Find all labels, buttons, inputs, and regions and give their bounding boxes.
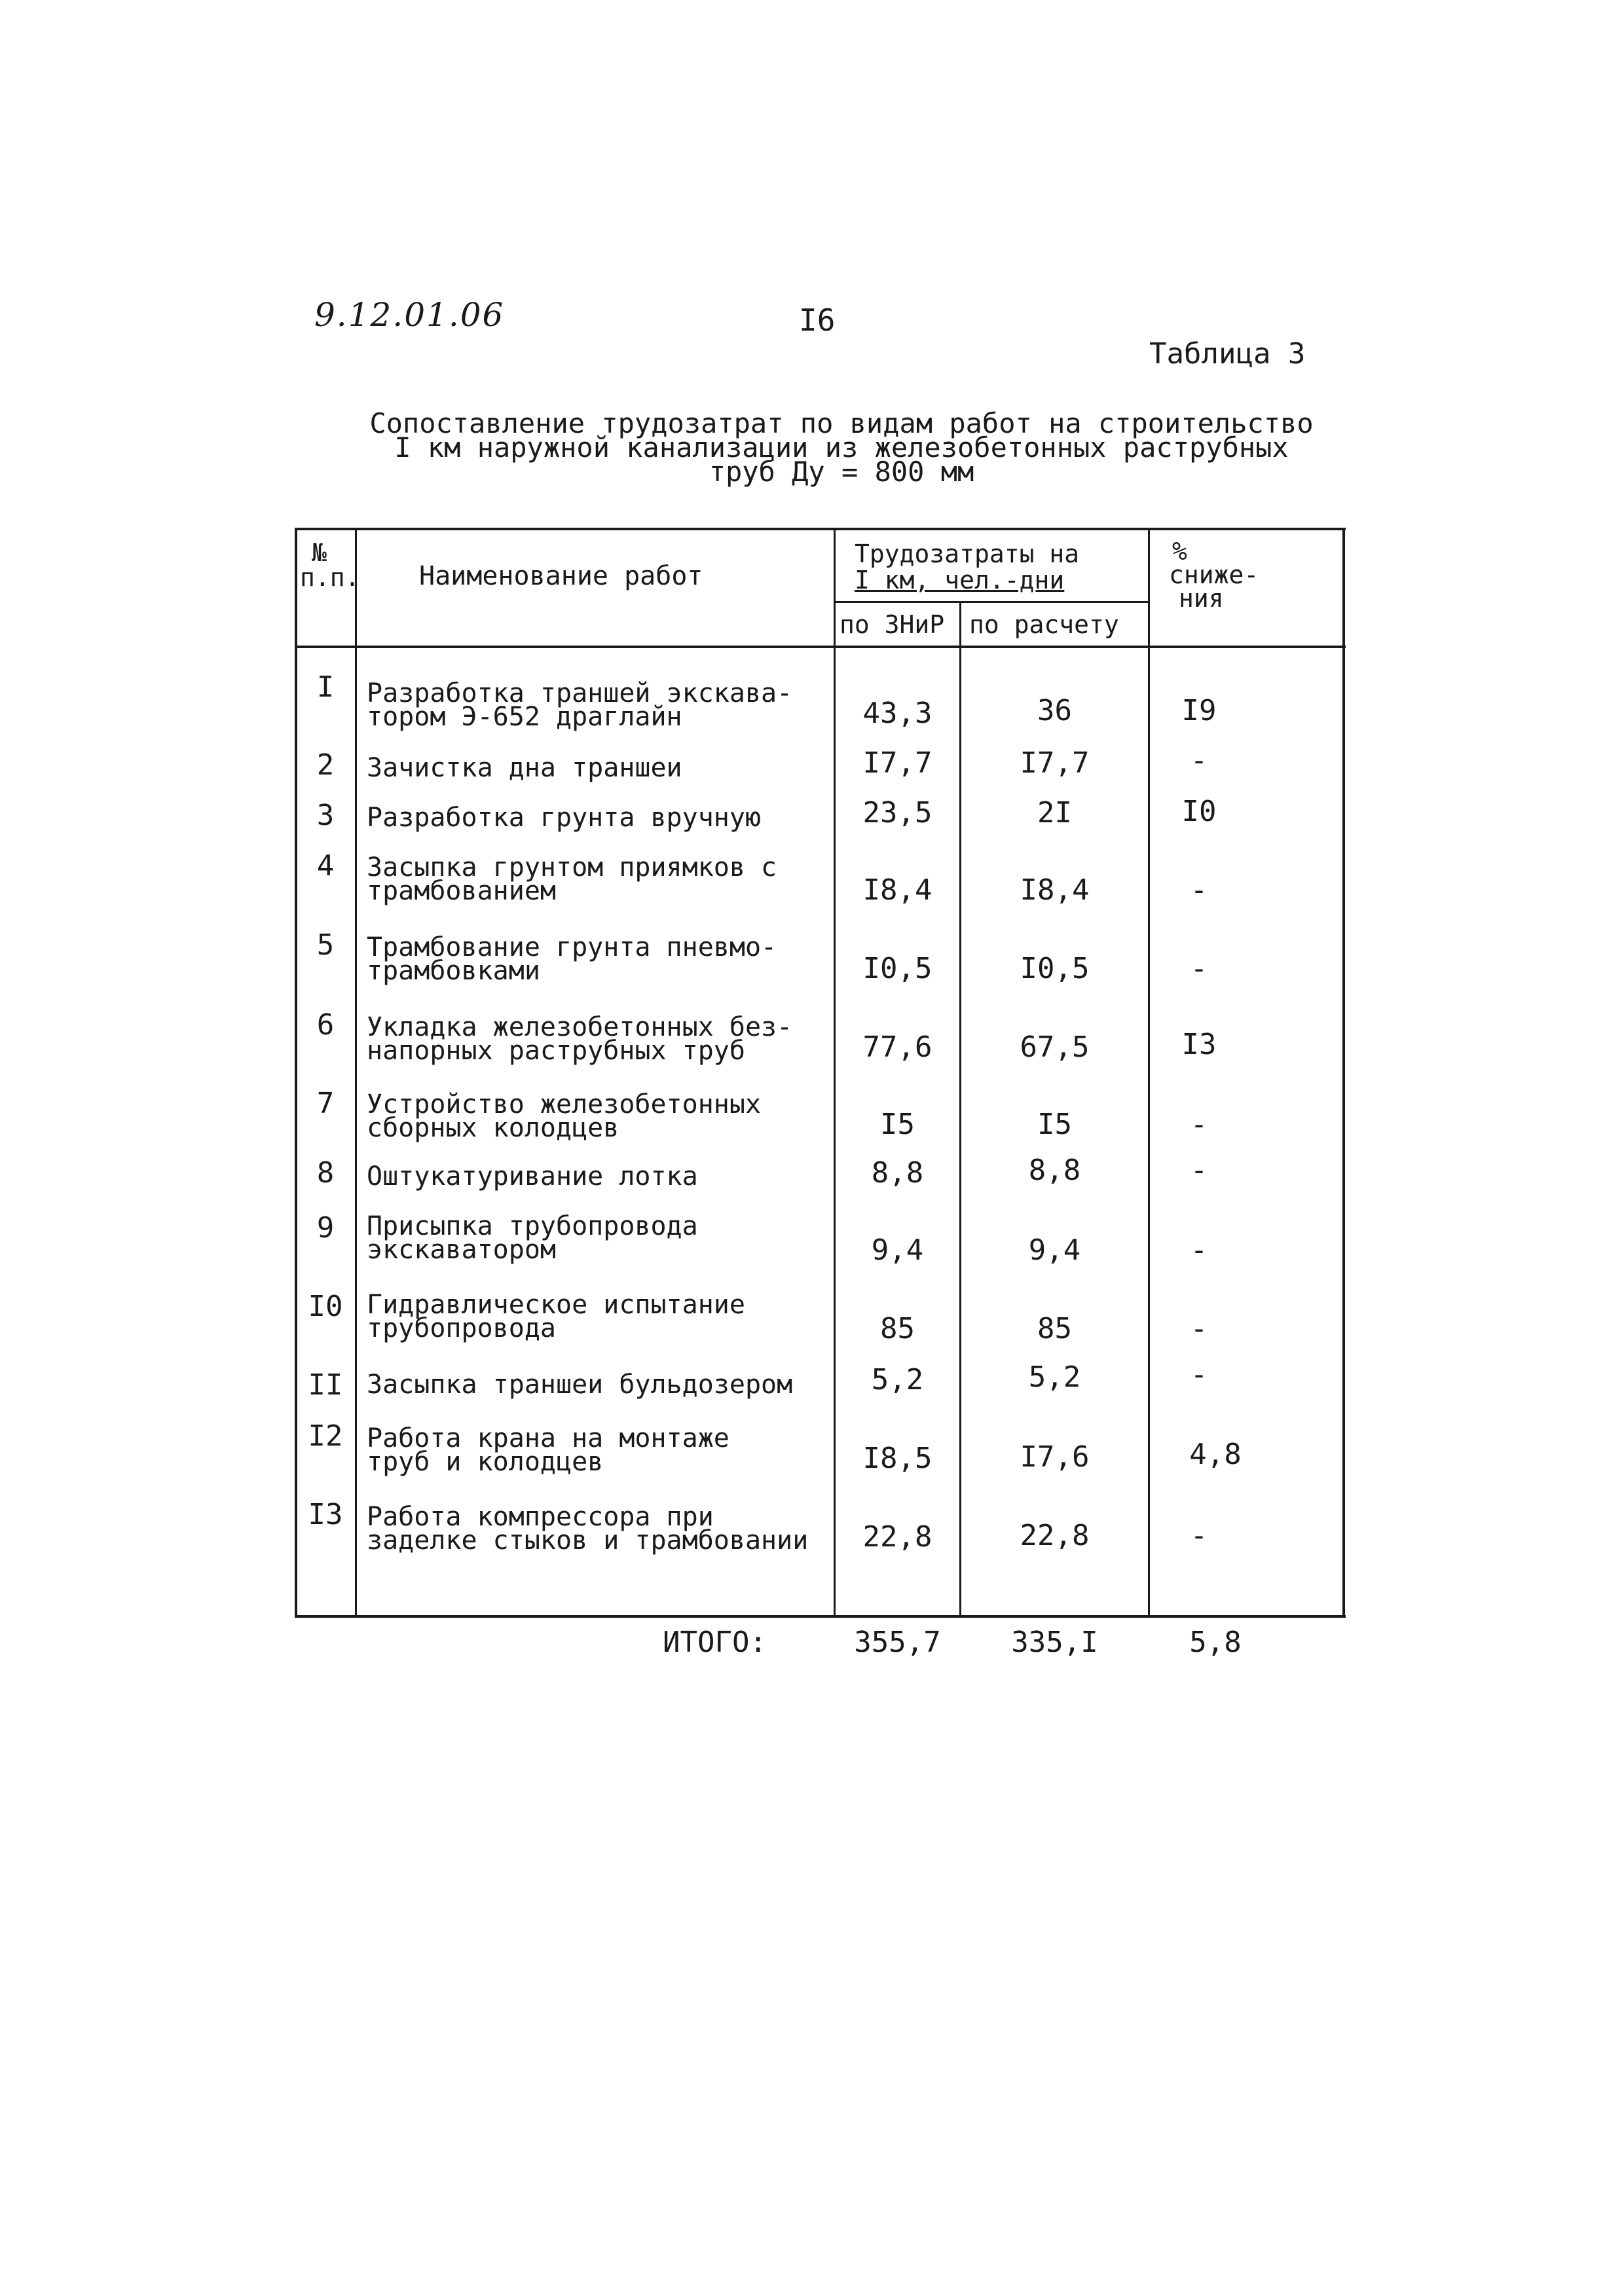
row-snip-value: I7,7 — [862, 746, 932, 780]
row-snip-value: I8,4 — [862, 873, 932, 907]
header-pct-line2: сниже- — [1169, 560, 1259, 589]
row-name-line2: экскаватором — [367, 1235, 556, 1265]
row-snip-value: 23,5 — [862, 796, 932, 829]
row-pct-value: - — [1190, 1519, 1208, 1552]
table-label: Таблица 3 — [1149, 337, 1306, 371]
row-name-line1: Засыпка траншеи бульдозером — [367, 1370, 793, 1400]
row-pct-value: I9 — [1181, 694, 1217, 727]
row-pct-value: - — [1190, 1233, 1208, 1267]
row-name-line1: Присыпка трубопровода — [367, 1211, 698, 1241]
row-calc-value: 85 — [1037, 1312, 1072, 1345]
row-number: 4 — [316, 849, 335, 883]
row-name-line2: напорных раструбных труб — [367, 1036, 745, 1066]
table-bottom-border — [295, 1615, 1346, 1618]
header-calc: по расчету — [969, 610, 1119, 639]
row-name-line1: Устройство железобетонных — [367, 1089, 762, 1120]
total-calc-value: 335,I — [1011, 1626, 1098, 1659]
row-snip-value: 9,4 — [871, 1233, 924, 1267]
row-name-line1: Работа компрессора при — [367, 1502, 714, 1532]
row-number: 9 — [316, 1211, 335, 1245]
header-work-name: Наименование работ — [419, 561, 703, 591]
row-name-line2: труб и колодцев — [367, 1447, 604, 1477]
row-name-line1: Укладка железобетонных без- — [367, 1012, 793, 1042]
row-name-line2: сборных колодцев — [367, 1113, 619, 1143]
row-number: I0 — [308, 1290, 343, 1323]
row-name-line1: Гидравлическое испытание — [367, 1290, 745, 1320]
row-pct-value: - — [1190, 1154, 1208, 1187]
page-number: I6 — [799, 302, 836, 338]
caption-line-2: I км наружной канализации из железобетонных раструбных — [394, 431, 1289, 464]
labor-subheader-border — [834, 601, 1149, 603]
header-num-symbol: № — [312, 538, 327, 567]
row-calc-value: 9,4 — [1028, 1233, 1081, 1267]
row-number: 8 — [316, 1156, 335, 1190]
table-top-border — [295, 528, 1346, 530]
row-calc-value: 2I — [1037, 796, 1072, 829]
row-pct-value: - — [1190, 1358, 1208, 1391]
row-name-line2: заделке стыков и трамбовании — [367, 1525, 809, 1556]
row-number: 7 — [316, 1087, 335, 1120]
row-calc-value: I7,6 — [1020, 1440, 1090, 1474]
row-name-line1: Разработка грунта вручную — [367, 803, 762, 833]
row-number: I — [316, 670, 335, 704]
totals-label: ИТОГО: — [663, 1626, 767, 1659]
document-code: 9.12.01.06 — [314, 296, 505, 334]
header-labor-title: Трудозатраты на — [855, 539, 1080, 568]
row-calc-value: 8,8 — [1028, 1154, 1081, 1187]
header-bottom-border — [295, 646, 1346, 648]
row-snip-value: I5 — [880, 1108, 915, 1141]
row-number: 6 — [316, 1008, 335, 1042]
row-pct-value: I3 — [1181, 1028, 1217, 1061]
row-snip-value: 43,3 — [862, 697, 932, 730]
row-pct-value: 4,8 — [1189, 1438, 1242, 1471]
row-calc-value: 22,8 — [1020, 1519, 1090, 1552]
row-name-line1: Засыпка грунтом приямков с — [367, 852, 777, 883]
row-name-line2: трамбованием — [367, 876, 556, 906]
row-calc-value: I0,5 — [1020, 952, 1090, 985]
row-pct-value: I0 — [1181, 795, 1217, 828]
table-caption — [275, 407, 1408, 488]
row-name-line1: Работа крана на монтаже — [367, 1423, 729, 1453]
row-calc-value: I5 — [1037, 1108, 1072, 1141]
row-snip-value: 85 — [880, 1312, 915, 1345]
column-divider-num — [355, 528, 357, 1618]
row-name-line2: трубопровода — [367, 1313, 556, 1343]
row-name-line2: тором Э-652 драглайн — [367, 702, 682, 732]
header-pct-symbol: % — [1172, 537, 1187, 566]
row-calc-value: I8,4 — [1020, 873, 1090, 907]
row-calc-value: 5,2 — [1028, 1360, 1081, 1394]
row-name-line1: Зачистка дна траншеи — [367, 753, 682, 783]
row-pct-value: - — [1190, 873, 1208, 907]
header-labor-units: I км, чел.-дни — [855, 566, 1065, 594]
header-pct-line3: ния — [1179, 584, 1224, 613]
row-name-line1: Трамбование грунта пневмо- — [367, 932, 777, 962]
row-name-line2: трамбовками — [367, 956, 540, 986]
row-number: I2 — [308, 1419, 343, 1453]
total-snip-value: 355,7 — [854, 1626, 941, 1659]
row-snip-value: I0,5 — [862, 952, 932, 985]
row-calc-value: 36 — [1037, 694, 1072, 727]
row-snip-value: 22,8 — [862, 1520, 932, 1554]
row-number: I3 — [308, 1498, 343, 1531]
caption-line-1: Сопоставление трудозатрат по видам работ на строительство — [369, 407, 1314, 439]
row-snip-value: 77,6 — [862, 1030, 932, 1064]
row-pct-value: - — [1190, 744, 1208, 777]
row-calc-value: 67,5 — [1020, 1030, 1090, 1064]
header-num-abbr: п.п. — [300, 563, 360, 592]
total-pct-value: 5,8 — [1189, 1626, 1242, 1659]
table-right-border — [1342, 528, 1345, 1618]
row-number: II — [308, 1368, 343, 1402]
row-snip-value: I8,5 — [862, 1442, 932, 1475]
header-snip: по ЗНиР — [840, 610, 945, 639]
row-number: 2 — [316, 748, 335, 782]
row-pct-value: - — [1190, 1312, 1208, 1345]
row-snip-value: 8,8 — [871, 1156, 924, 1190]
row-name-line1: Оштукатуривание лотка — [367, 1161, 698, 1192]
row-pct-value: - — [1190, 1108, 1208, 1141]
row-pct-value: - — [1190, 952, 1208, 985]
row-name-line1: Разработка траншей экскава- — [367, 678, 793, 708]
row-snip-value: 5,2 — [871, 1363, 924, 1396]
row-number: 3 — [316, 799, 335, 832]
caption-line-3: труб Ду = 800 мм — [709, 456, 974, 488]
row-calc-value: I7,7 — [1020, 746, 1090, 780]
row-number: 5 — [316, 928, 335, 962]
labor-comparison-table — [295, 528, 1346, 1618]
